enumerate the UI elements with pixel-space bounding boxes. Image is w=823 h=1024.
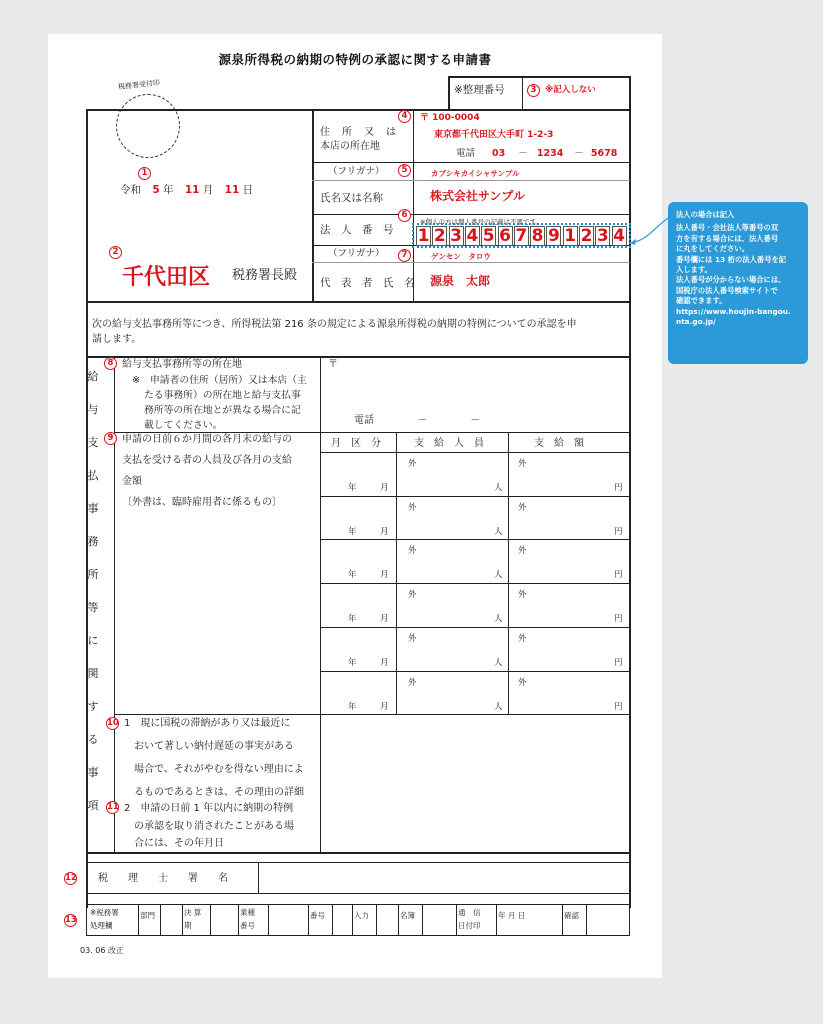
seiri-note: ※記入しない: [545, 85, 596, 95]
phone-3: 5678: [590, 148, 618, 159]
corp-digit-box[interactable]: 8: [531, 226, 544, 246]
col-amount-header: 支 給 額: [534, 438, 584, 449]
form-title: 源泉所得税の納期の特例の承認に関する申請書: [218, 52, 492, 67]
corp-digit-box[interactable]: 9: [547, 226, 560, 246]
marker-13: 13: [65, 915, 77, 925]
row-year-label: 年: [348, 701, 357, 712]
side-heading-char: 所: [87, 568, 99, 581]
main-split: [320, 356, 321, 852]
date-day-unit: 日: [242, 184, 254, 196]
row-month-label: 月: [380, 657, 389, 668]
row-month-label: 月: [380, 483, 389, 493]
corp-label: 法 人 番 号: [320, 224, 394, 236]
corp-number-note: [668, 202, 808, 364]
receipt-stamp-circle: [116, 94, 180, 158]
office-use-label: 決 算: [184, 908, 202, 917]
corp-digit-box[interactable]: 6: [499, 226, 511, 246]
note-line: 法人番号・会社法人等番号の双: [676, 223, 779, 233]
office-use-label: 番号: [240, 921, 255, 930]
note-line: nta.go.jp/: [676, 317, 716, 327]
office-suffix: 税務署長殿: [232, 268, 298, 283]
seiri-top-border: [448, 76, 630, 78]
date-year-unit: 年: [163, 184, 174, 196]
label-split: [413, 109, 414, 301]
seiri-left-border: [448, 76, 450, 109]
loc-postal-mark: 〒: [328, 359, 338, 370]
marker-5: 5: [398, 164, 411, 177]
office-use-divider: [456, 904, 457, 936]
tax-accountant-label: 税 理 士 署 名: [98, 873, 228, 884]
date-day: 11: [224, 184, 240, 196]
q11-line-2: の承認を取り消されたことがある場: [134, 821, 294, 832]
col-month-header: 月 区 分: [331, 438, 381, 449]
row-year-label: 年: [348, 483, 357, 493]
date-year: 5: [152, 184, 160, 196]
marker-3: 3: [527, 84, 540, 97]
loc-phone: [354, 414, 480, 427]
office-use-label: 確認: [564, 911, 579, 920]
office-use-divider: [210, 904, 211, 936]
row-people-unit: 人: [494, 701, 503, 712]
corp-digit-box[interactable]: 3: [450, 226, 463, 246]
rep-kana: ゲンセン タロウ: [431, 252, 491, 261]
office-use-divider: [376, 904, 377, 936]
side-heading-char: 払: [87, 469, 99, 482]
row-line-1: [312, 162, 630, 163]
q9-line-4: 〔外書は、臨時雇用者に係るもの〕: [122, 497, 282, 508]
row-line-4: [86, 301, 630, 303]
note-line: https://www.houjin-bangou.: [676, 306, 791, 316]
q9-line-3: 金額: [122, 476, 142, 487]
row-people-unit: 人: [494, 614, 503, 625]
row-people-unit: 人: [494, 657, 503, 668]
address-value: 東京都千代田区大手町 1-2-3: [434, 130, 554, 140]
side-heading-char: 支: [87, 436, 99, 449]
row-year-label: 年: [348, 657, 357, 668]
q11-line-3: 合には、その年月日: [134, 838, 224, 849]
row-year-label: 年: [348, 526, 357, 537]
corp-digit-box[interactable]: 4: [613, 226, 626, 246]
seiri-split: [522, 76, 523, 109]
office-use-label: 業種: [240, 908, 255, 917]
office-use-label: 通 信: [458, 908, 481, 917]
section-bottom: [86, 852, 630, 854]
office-name: 千代田区: [122, 265, 211, 290]
loc-phone-dash-2: －: [470, 415, 481, 426]
note-line: 方を有する場合には、法人番号: [676, 233, 779, 243]
office-use-label: 部門: [140, 911, 155, 920]
office-use-divider: [422, 904, 423, 936]
office-use-label: 年 月 日: [498, 911, 526, 920]
office-use-divider: [398, 904, 399, 936]
loc-note-3: 務所等の所在地とが異なる場合に記: [144, 405, 301, 416]
q9-col-line-2: [508, 432, 509, 714]
date-era: 令和: [120, 184, 141, 196]
office-use-divider: [586, 904, 587, 936]
row-people-outside: 外: [408, 502, 417, 513]
side-heading-char: 項: [87, 799, 99, 812]
name-label: 氏名又は名称: [320, 192, 383, 204]
tax-accountant-signature-field[interactable]: [260, 864, 628, 892]
rep-label: 代 表 者 氏 名: [320, 277, 415, 289]
note-line: 法人の場合は記入: [676, 210, 735, 219]
q10-line-1: 1 現に国税の滞納があり又は最近に: [124, 718, 291, 729]
row-people-outside: 外: [408, 546, 417, 557]
office-use-divider: [496, 904, 497, 936]
company-name: 株式会社サンプル: [430, 189, 525, 203]
office-use-divider: [332, 904, 333, 936]
office-use-label: 処理欄: [90, 921, 113, 930]
row-amount-outside: 外: [518, 459, 527, 469]
marker-11: 11: [107, 802, 119, 812]
note-line: 入します。: [676, 265, 712, 275]
phone-line: [456, 147, 617, 160]
tax-accountant-split: [258, 862, 259, 894]
marker-10: 10: [107, 718, 119, 728]
office-use-divider: [238, 904, 239, 936]
row-amount-outside: 外: [518, 633, 527, 644]
intro-line-1: 次の給与支払事務所等につき、所得税法第 216 条の規定による源泉所得税の納期の特例についての承認を申: [92, 319, 577, 330]
row-amount-outside: 外: [518, 677, 527, 688]
row-amount-outside: 外: [518, 502, 527, 513]
marker-8: 8: [104, 357, 117, 370]
side-heading-char: 等: [87, 601, 99, 614]
marker-4: 4: [398, 110, 411, 123]
table-row-line: [320, 539, 630, 540]
loc-phone-dash-1: －: [417, 415, 428, 426]
row-amount-unit: 円: [614, 570, 623, 581]
office-use-divider: [182, 904, 183, 936]
company-kana: カブシキカイシャサンプル: [431, 169, 520, 178]
marker-1: 1: [138, 167, 151, 180]
marker-12: 12: [65, 873, 77, 883]
phone-label: 電話: [456, 148, 476, 159]
side-heading-char: 務: [87, 535, 99, 548]
postal-code: 〒 100-0004: [420, 113, 480, 123]
marker-2: 2: [109, 246, 122, 259]
row-month-label: 月: [380, 570, 389, 581]
row-amount-unit: 円: [614, 657, 623, 668]
row-amount-unit: 円: [614, 526, 623, 537]
corp-digit-box[interactable]: 4: [466, 226, 479, 246]
marker-7: 7: [398, 249, 411, 262]
furigana-divider: [312, 180, 630, 181]
q9-line-1: 申請の日前６か月間の各月末の給与の: [122, 434, 292, 445]
row-people-outside: 外: [408, 459, 417, 469]
side-heading-char: 関: [87, 667, 99, 680]
q10-line-4: るものであるときは、その理由の詳細: [134, 787, 304, 798]
office-use-label: 名簿: [400, 911, 415, 920]
row-people-unit: 人: [494, 526, 503, 537]
loc-phone-label: 電話: [354, 415, 374, 426]
office-use-divider: [268, 904, 269, 936]
loc-note-4: 載してください。: [144, 420, 223, 431]
side-heading-char: 事: [87, 766, 99, 779]
row-amount-unit: 円: [614, 701, 623, 712]
office-use-divider: [138, 904, 139, 936]
phone-1: 03: [492, 148, 506, 159]
date-month-unit: 月: [202, 184, 214, 196]
row-people-outside: 外: [408, 633, 417, 644]
table-row-line: [320, 627, 630, 628]
address-label-1: 住 所 又 は: [320, 127, 397, 138]
note-line: 確認できます。: [676, 296, 727, 306]
rep-furigana-label: （フリガナ）: [328, 248, 385, 259]
loc-note-2: たる事務所）の所在地と給与支払事: [144, 390, 301, 401]
q9-header-bottom: [320, 452, 630, 453]
note-line: 法人番号が分からない場合には、: [676, 275, 786, 285]
office-use-divider: [308, 904, 309, 936]
note-line: 番号欄には 13 桁の法人番号を記: [676, 254, 787, 264]
row-people-unit: 人: [494, 483, 503, 493]
row-amount-outside: 外: [518, 590, 527, 601]
q10-line-3: 場合で、それがやむを得ない理由によ: [134, 764, 304, 775]
row-line-2: [312, 214, 630, 215]
office-use-divider: [562, 904, 563, 936]
row-people-unit: 人: [494, 570, 503, 581]
form-paper: [48, 34, 662, 978]
corp-digit-box[interactable]: 5: [482, 226, 495, 246]
phone-2: 1234: [536, 148, 564, 159]
header-split: [312, 109, 314, 301]
q9-col-line-1: [396, 432, 397, 714]
corp-digit-box[interactable]: 1: [564, 226, 577, 246]
rep-name: 源泉 太郎: [430, 274, 491, 288]
q11-line-1: 2 申請の日前 1 年以内に納期の特例: [124, 803, 294, 814]
right-border: [629, 76, 631, 908]
office-use-divider: [352, 904, 353, 936]
seiri-label: ※整理番号: [454, 84, 505, 96]
row-year-label: 年: [348, 614, 357, 625]
office-use-label: 入力: [354, 911, 369, 920]
marker-6: 6: [398, 209, 411, 222]
note-line: に丸をしてください。: [676, 244, 749, 254]
office-use-label: 期: [184, 921, 192, 930]
row-year-label: 年: [348, 570, 357, 581]
side-heading-char: す: [87, 700, 99, 713]
row-people-outside: 外: [408, 677, 417, 688]
date-line: [120, 184, 253, 197]
row-month-label: 月: [380, 701, 389, 712]
row-amount-unit: 円: [614, 614, 623, 625]
loc-note-1: ※ 申請者の住所（居所）又は本店（主: [132, 375, 307, 386]
row-amount-outside: 外: [518, 546, 527, 557]
row-people-outside: 外: [408, 590, 417, 601]
office-use-divider: [160, 904, 161, 936]
q10-line-2: おいて著しい納付遅延の事実がある: [134, 741, 294, 752]
col-people-header: 支 給 人 員: [414, 438, 484, 449]
phone-dash-2: －: [574, 148, 584, 159]
side-heading-char: 与: [87, 403, 99, 416]
row-amount-unit: 円: [614, 483, 623, 493]
office-use-label: 日付印: [458, 921, 481, 930]
corp-digit-box[interactable]: 7: [515, 226, 528, 246]
q9-bottom: [114, 714, 630, 715]
stamp-label: 税務署受付印: [117, 78, 161, 92]
office-use-label: ※税務署: [90, 908, 119, 917]
q9-line-2: 支払を受ける者の人員及び各月の支給: [122, 455, 292, 466]
side-heading-char: 事: [87, 502, 99, 515]
table-row-line: [320, 583, 630, 584]
note-line: 国税庁の法人番号検索サイトで: [676, 285, 778, 295]
side-heading-char: 給: [87, 370, 99, 383]
loc-label: 給与支払事務所等の所在地: [122, 359, 242, 370]
row-month-label: 月: [380, 526, 389, 537]
revision-label: 03. 06 改正: [80, 946, 124, 955]
intro-line-2: 請します。: [92, 334, 142, 345]
corp-digit-box[interactable]: 2: [580, 226, 593, 246]
marker-9: 9: [104, 432, 117, 445]
corp-digit-box[interactable]: 1: [417, 226, 430, 246]
row-month-label: 月: [380, 614, 389, 625]
corp-digit-box[interactable]: 3: [596, 226, 609, 246]
address-label-2: 本店の所在地: [320, 141, 380, 152]
note-lines: [676, 210, 800, 327]
corp-note: ※個人の方は個人番号の記載は不要です。: [420, 218, 542, 226]
date-month: 11: [184, 184, 200, 196]
table-row-line: [320, 671, 630, 672]
side-heading-char: る: [87, 733, 99, 746]
furigana-label: （フリガナ）: [328, 166, 385, 177]
side-col-line: [114, 356, 115, 852]
corp-digit-box[interactable]: 2: [433, 226, 446, 246]
office-use-label: 番号: [310, 911, 325, 920]
table-row-line: [320, 496, 630, 497]
side-heading-char: に: [87, 634, 99, 647]
phone-dash-1: －: [518, 148, 528, 159]
